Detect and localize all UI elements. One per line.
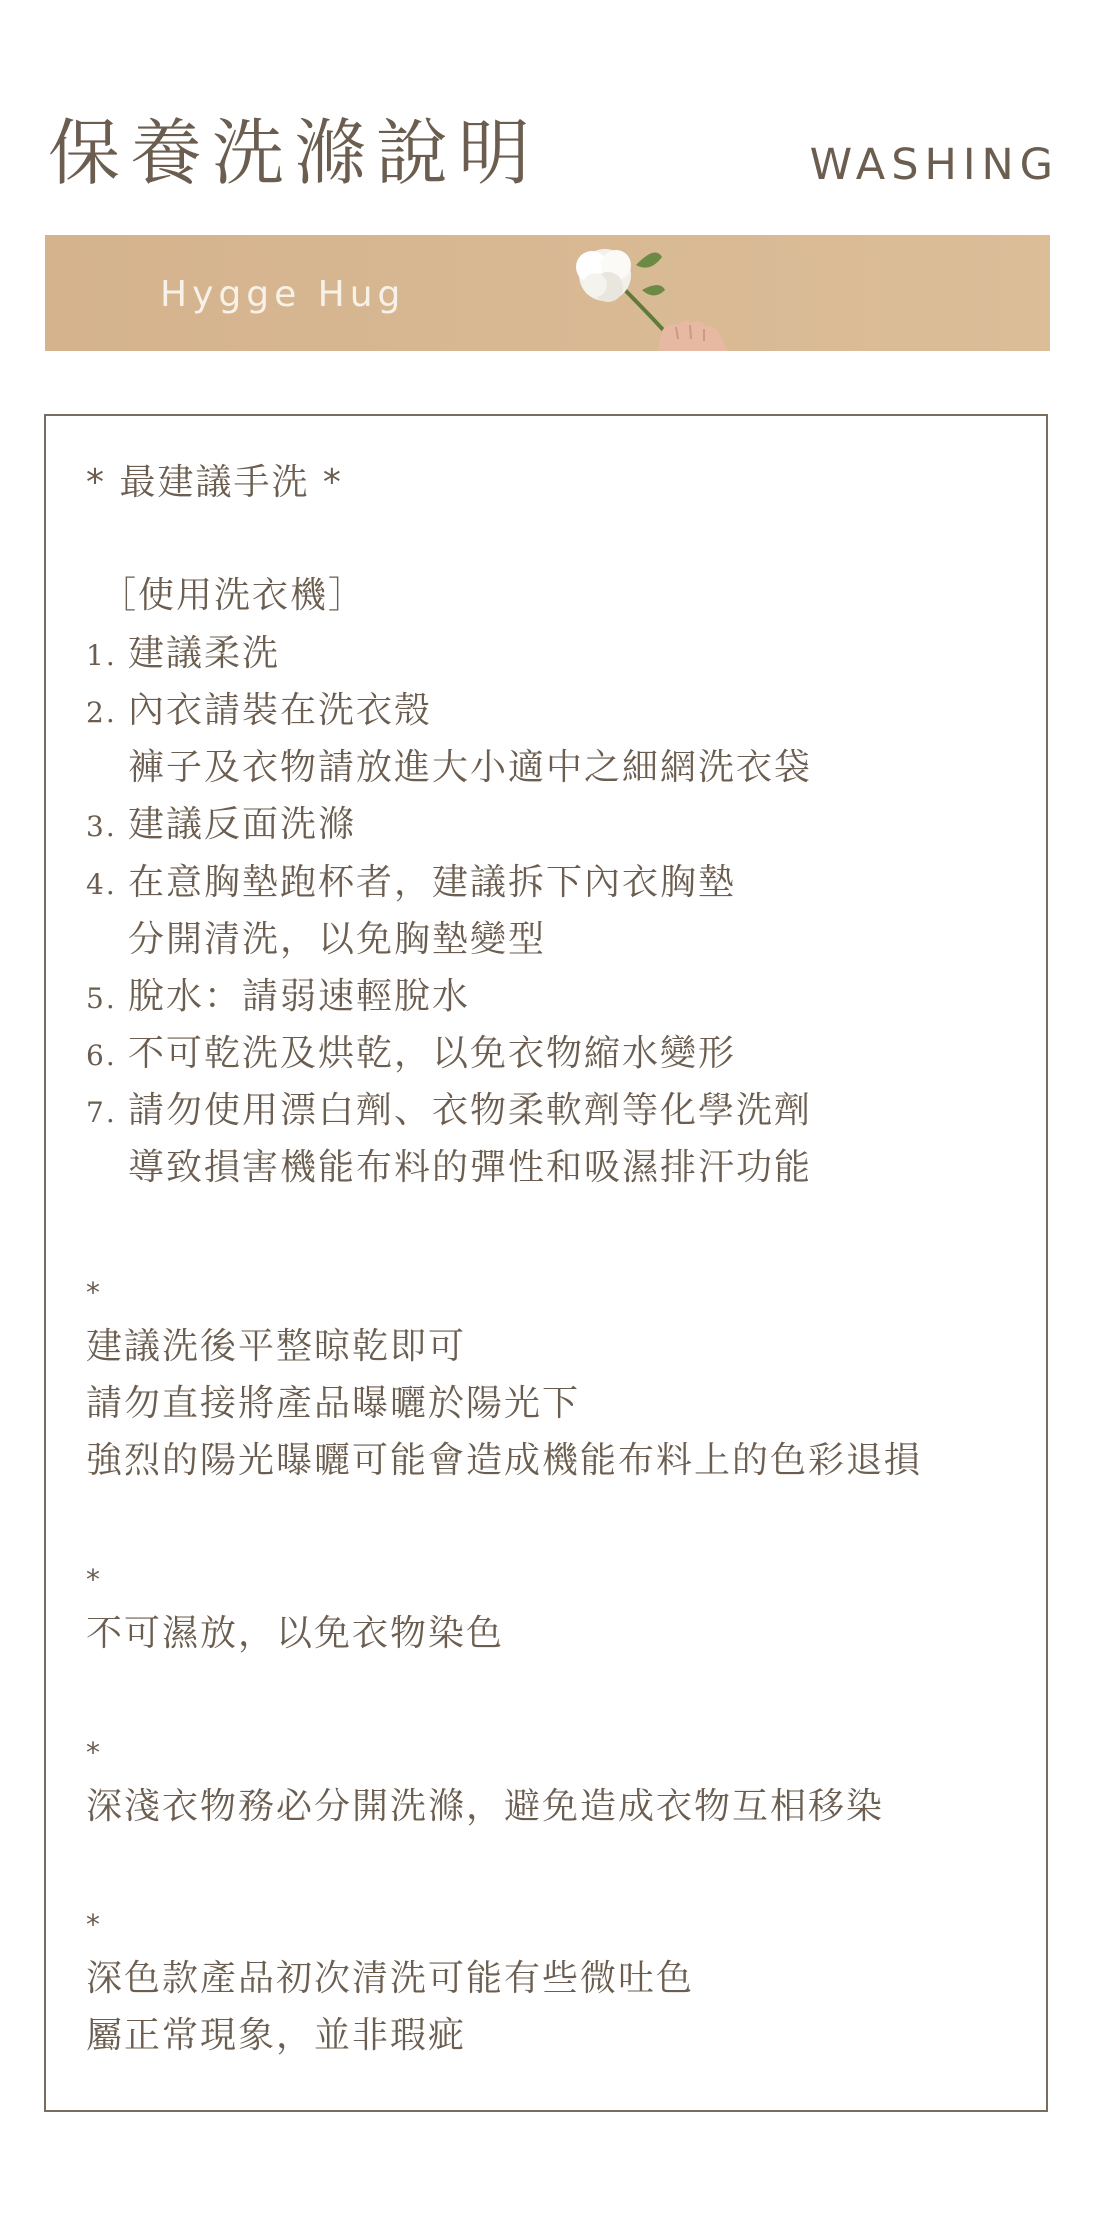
note-marker: * bbox=[86, 1736, 100, 1769]
step-text: 褲子及衣物請放進大小適中之細網洗衣袋 bbox=[128, 747, 813, 788]
step-item bbox=[86, 1146, 812, 1190]
brand-banner bbox=[45, 235, 1050, 351]
handwash-recommendation: * 最建議手洗 * bbox=[86, 462, 343, 503]
step-item bbox=[86, 689, 432, 735]
step-text: 內衣請裝在洗衣殼 bbox=[128, 690, 433, 731]
step-number: 1. bbox=[86, 639, 117, 672]
step-number: 2. bbox=[86, 696, 117, 729]
step-item bbox=[86, 632, 280, 678]
brand-name: Hygge Hug bbox=[160, 274, 406, 315]
step-item bbox=[86, 746, 812, 790]
step-number: 3. bbox=[86, 810, 117, 843]
note-line: 不可濕放，以免衣物染色 bbox=[86, 1613, 505, 1654]
step-text: 在意胸墊跑杯者，建議拆下內衣胸墊 bbox=[128, 862, 737, 903]
step-item bbox=[86, 918, 546, 962]
step-item bbox=[86, 1032, 736, 1078]
note-line: 屬正常現象，並非瑕疵 bbox=[86, 2015, 467, 2056]
page-subtitle: WASHING bbox=[809, 140, 1059, 190]
note-line: 請勿直接將產品曝曬於陽光下 bbox=[86, 1383, 581, 1424]
step-number: 6. bbox=[86, 1039, 117, 1072]
step-text: 不可乾洗及烘乾，以免衣物縮水變形 bbox=[128, 1033, 737, 1074]
step-item bbox=[86, 861, 736, 907]
step-text: 請勿使用漂白劑、衣物柔軟劑等化學洗劑 bbox=[128, 1090, 813, 1131]
step-number: 5. bbox=[86, 982, 117, 1015]
step-text: 脫水：請弱速輕脫水 bbox=[128, 976, 471, 1017]
page-title: 保養洗滌說明 bbox=[48, 111, 541, 195]
step-text: 建議反面洗滌 bbox=[128, 804, 357, 845]
note-line: 建議洗後平整晾乾即可 bbox=[86, 1326, 467, 1367]
step-text: 導致損害機能布料的彈性和吸濕排汗功能 bbox=[128, 1147, 813, 1188]
note-line: 強烈的陽光曝曬可能會造成機能布料上的色彩退損 bbox=[86, 1440, 923, 1481]
note-line: 深色款產品初次清洗可能有些微吐色 bbox=[86, 1958, 695, 1999]
note-line: 深淺衣物務必分開洗滌，避免造成衣物互相移染 bbox=[86, 1786, 885, 1827]
step-item bbox=[86, 803, 356, 849]
step-text: 建議柔洗 bbox=[128, 633, 281, 674]
note-marker: * bbox=[86, 1908, 100, 1941]
step-item bbox=[86, 975, 470, 1021]
step-text: 分開清洗，以免胸墊變型 bbox=[128, 919, 547, 960]
step-number: 4. bbox=[86, 868, 117, 901]
step-number: 7. bbox=[86, 1096, 117, 1129]
machine-wash-heading: ［使用洗衣機］ bbox=[100, 575, 367, 616]
note-marker: * bbox=[86, 1563, 100, 1596]
note-marker: * bbox=[86, 1276, 100, 1309]
flower-in-hand-icon bbox=[550, 235, 810, 351]
step-item bbox=[86, 1089, 812, 1135]
